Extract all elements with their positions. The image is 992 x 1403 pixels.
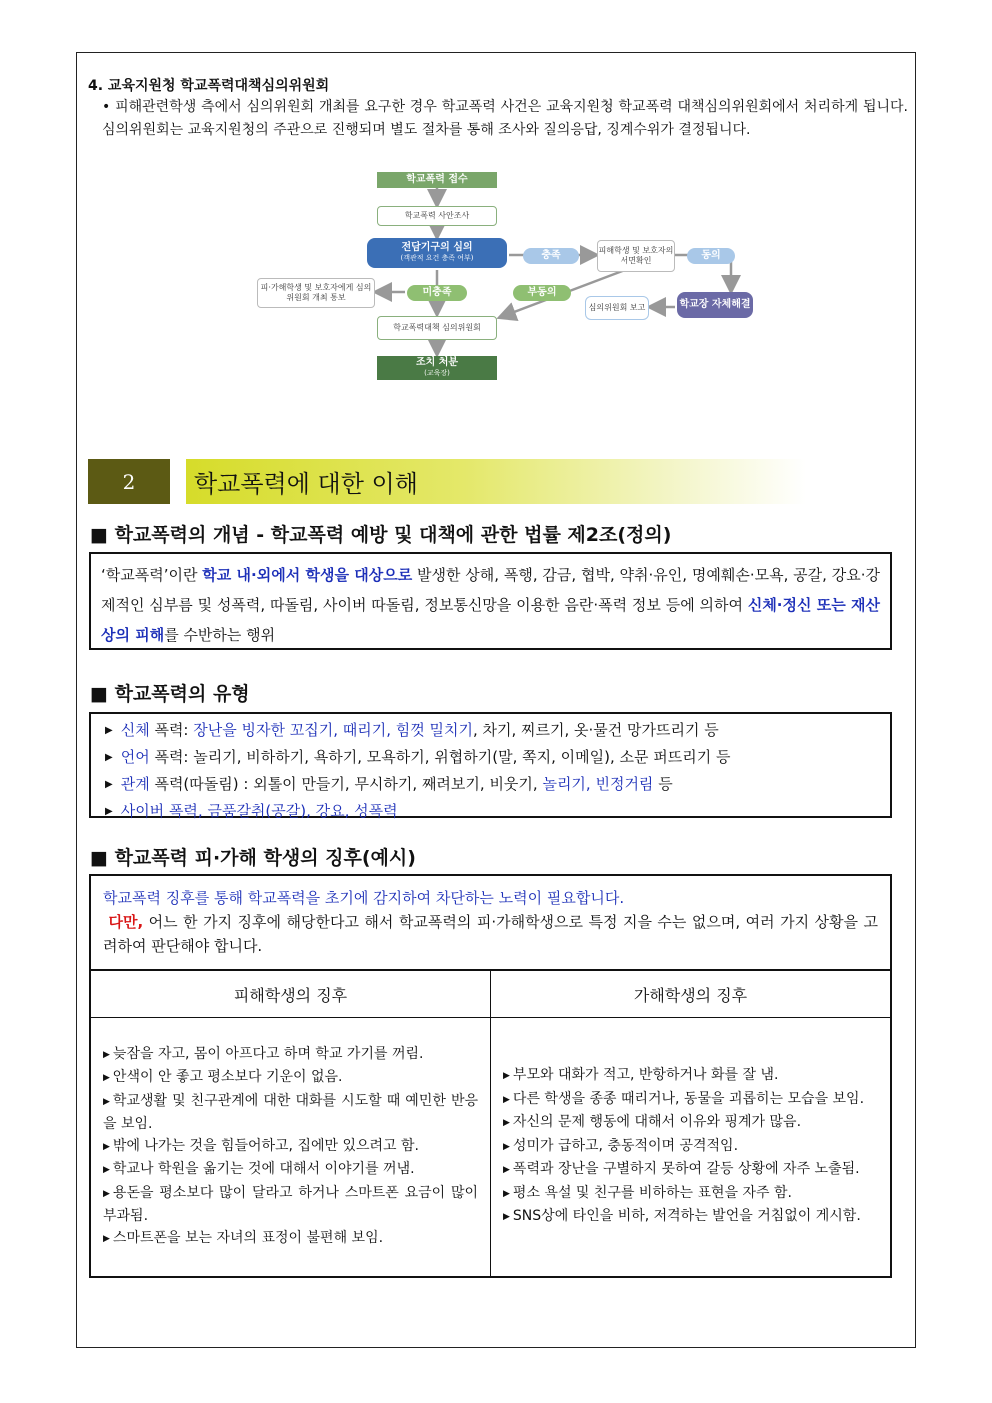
concept-highlight-harm: 신체·정신 또는 재산상의 피해 [101, 596, 880, 644]
type-row-physical [105, 718, 876, 745]
arrow-bullet-icon: ▶ [103, 1233, 110, 1244]
arrow-bullet-icon: ▶ [503, 1165, 510, 1176]
offender-sign-text: SNS상에 타인을 비하, 저격하는 발언을 거침없이 게시함. [512, 1208, 861, 1225]
section2-title: 학교폭력에 대한 이해 [186, 459, 806, 504]
list-item [503, 1183, 878, 1207]
victim-signs-list [91, 1018, 491, 1277]
list-item [103, 1183, 478, 1228]
process-flowchart [255, 170, 755, 385]
type-row-verbal [105, 745, 876, 772]
concept-highlight-target: 학교 내·외에서 학생을 대상으로 [202, 566, 413, 584]
arrow-bullet-icon: ▶ [503, 1141, 510, 1152]
section4-title: 4. 교육지원청 학교폭력대책심의위원회 [88, 78, 330, 94]
victim-signs-header: 피해학생의 징후 [91, 971, 491, 1017]
flow-not-meets-label: 미충족 [407, 285, 467, 301]
signs-table-header [91, 971, 890, 1018]
offender-sign-text: 다른 학생을 종종 때리거나, 동물을 괴롭히는 모습을 보임. [512, 1090, 865, 1107]
signs-box [89, 874, 892, 1278]
flow-disagree-label: 부동의 [513, 285, 571, 301]
signs-intro [91, 876, 890, 962]
offender-sign-text: 폭력과 장난을 구별하지 못하여 갈등 상황에 자주 노출됨. [512, 1161, 860, 1178]
list-item [103, 1044, 478, 1068]
list-item [103, 1228, 478, 1252]
list-item [503, 1065, 878, 1089]
type-relational-rest: 등 [653, 775, 673, 793]
type-row-relational [105, 772, 876, 799]
type-relational-highlight: 놀리기, 빈정거림 [542, 775, 654, 793]
arrow-bullet-icon: ▶ [103, 1049, 110, 1060]
arrow-bullet-icon: ▶ [503, 1212, 510, 1223]
flow-notice: 피·가해학생 및 보호자에게 심의위원회 개최 통보 [257, 278, 375, 308]
list-item [503, 1159, 878, 1183]
flow-action-sub: (교육장) [424, 369, 450, 377]
arrow-bullet-icon: ▶ [103, 1073, 110, 1084]
arrow-bullet-icon: ▶ [503, 1188, 510, 1199]
type-verbal-label: 언어 [120, 748, 150, 766]
victim-sign-text: 늦잠을 자고, 몸이 아프다고 하며 학교 가기를 꺼림. [112, 1045, 424, 1062]
type-physical-highlight: 장난을 빙자한 꼬집기, 때리기, 힘껏 밀치기 [193, 721, 473, 739]
offender-signs-header: 가해학생의 징후 [633, 985, 748, 1005]
triangle-bullet-icon: ▶ [105, 806, 113, 817]
flow-review-title: 전담기구의 심의 [401, 242, 473, 253]
offender-sign-text: 자신의 문제 행동에 대해서 이유와 핑계가 많음. [512, 1114, 802, 1131]
flow-principal: 학교장 자체해결 [677, 292, 753, 318]
flow-report: 심의위원회 보고 [585, 296, 649, 320]
arrow-bullet-icon: ▶ [103, 1188, 110, 1199]
types-box [89, 712, 892, 818]
list-item [503, 1112, 878, 1136]
flow-action [377, 356, 497, 380]
concept-text-1: ‘학교폭력’이란 [101, 566, 203, 584]
arrow-bullet-icon: ▶ [503, 1118, 510, 1129]
flow-review [367, 238, 507, 268]
list-item [103, 1067, 478, 1091]
signs-intro-text: 어느 한 가지 징후에 해당한다고 해서 학교폭력의 피·가해학생으로 특정 지을 수는 없으며, 여러 가지 상황을 고려하여 판단해야 합니다. [103, 913, 878, 955]
types-heading: ■ 학교폭력의 유형 [90, 683, 250, 705]
arrow-bullet-icon: ▶ [103, 1165, 110, 1176]
concept-text-2: 발생한 상해, 폭행, 감금, 협박, 약취·유인, 명예훼손·모욕, 공갈, 강요·강제적인 심부름 및 성폭력, 따돌림, 사이버 따돌림, 정보통신망을 이용한 음란·폭력 정보 등에 의하여 [101, 566, 880, 614]
triangle-bullet-icon: ▶ [105, 779, 113, 790]
concept-text-3: 를 수반하는 행위 [164, 626, 276, 644]
type-verbal-rest: 폭력: 놀리기, 비하하기, 욕하기, 모욕하기, 위협하기(말, 쪽지, 이메일), 소문 퍼뜨리기 등 [149, 748, 731, 766]
list-item [103, 1159, 478, 1183]
flow-consent-check: 피해학생 및 보호자의 서면확인 [597, 240, 675, 272]
type-physical-suffix: 폭력: [149, 721, 194, 739]
signs-table [91, 969, 890, 1277]
offender-sign-text: 성미가 급하고, 충동적이며 공격적임. [512, 1137, 739, 1154]
arrow-bullet-icon: ▶ [503, 1094, 510, 1105]
triangle-bullet-icon: ▶ [105, 752, 113, 763]
arrow-bullet-icon: ▶ [103, 1096, 110, 1107]
signs-intro-line1: 학교폭력 징후를 통해 학교폭력을 초기에 감지하여 차단하는 노력이 필요합니다. [103, 889, 625, 907]
signs-heading: ■ 학교폭력 피·가해 학생의 징후(예시) [90, 847, 416, 869]
type-relational-text: 폭력(따돌림) : 외톨이 만들기, 무시하기, 째려보기, 비웃기, [149, 775, 543, 793]
type-physical-rest: , 차기, 찌르기, 옷·물건 망가뜨리기 등 [472, 721, 719, 739]
section2-number: 2 [88, 459, 170, 504]
list-item [103, 1091, 478, 1136]
victim-sign-text: 안색이 안 좋고 평소보다 기운이 없음. [112, 1069, 343, 1086]
signs-intro-caution: 다만, [108, 913, 144, 931]
type-row-cyber [105, 799, 876, 826]
offender-signs-list [491, 1018, 890, 1277]
flow-review-sub: (객관적 요건 충족 여부) [400, 254, 474, 262]
flow-committee: 학교폭력대책 심의위원회 [377, 316, 497, 340]
victim-sign-text: 스마트폰을 보는 자녀의 표정이 불편해 보임. [112, 1229, 384, 1246]
signs-table-body [91, 1018, 890, 1277]
victim-sign-text: 용돈을 평소보다 많이 달라고 하거나 스마트폰 요금이 많이 부과됨. [103, 1184, 478, 1225]
triangle-bullet-icon: ▶ [105, 725, 113, 736]
flow-meets-label: 충족 [523, 248, 579, 264]
flow-investigation: 학교폭력 사안조사 [377, 206, 497, 226]
type-relational-label: 관계 [120, 775, 150, 793]
victim-sign-text: 학교나 학원을 옮기는 것에 대해서 이야기를 꺼냄. [112, 1161, 415, 1178]
list-item [503, 1136, 878, 1160]
flow-receipt: 학교폭력 접수 [377, 172, 497, 188]
list-item [503, 1089, 878, 1113]
section4-body [88, 96, 908, 142]
flow-action-title: 조치 처분 [415, 357, 459, 368]
offender-sign-text: 평소 욕설 및 친구를 비하하는 표현을 자주 함. [512, 1184, 792, 1201]
concept-definition-box [89, 552, 892, 650]
type-cyber-label: 사이버 폭력, 금품갈취(공갈), 강요, 성폭력 [120, 802, 398, 820]
concept-heading: ■ 학교폭력의 개념 - 학교폭력 예방 및 대책에 관한 법률 제2조(정의) [90, 524, 672, 546]
list-item [503, 1206, 878, 1230]
arrow-bullet-icon: ▶ [503, 1071, 510, 1082]
signs-intro-line2 [103, 910, 878, 958]
arrow-bullet-icon: ▶ [103, 1141, 110, 1152]
victim-sign-text: 밖에 나가는 것을 힘들어하고, 집에만 있으려고 함. [112, 1137, 420, 1154]
victim-sign-text: 학교생활 및 친구관계에 대한 대화를 시도할 때 예민한 반응을 보임. [103, 1092, 478, 1133]
offender-sign-text: 부모와 대화가 적고, 반항하거나 화를 잘 냄. [512, 1067, 779, 1084]
section4-paragraph: • 피해관련학생 측에서 심의위원회 개최를 요구한 경우 학교폭력 사건은 교육지원청 학교폭력 대책심의위원회에서 처리하게 됩니다. 심의위원회는 교육지원청의 주관으로 진행되며 별도 절차를 통해 조사와 질의응답, 징계수위가 결정됩니다. [102, 99, 908, 138]
type-physical-label: 신체 [120, 721, 150, 739]
list-item [103, 1136, 478, 1160]
flow-agree-label: 동의 [687, 248, 735, 264]
